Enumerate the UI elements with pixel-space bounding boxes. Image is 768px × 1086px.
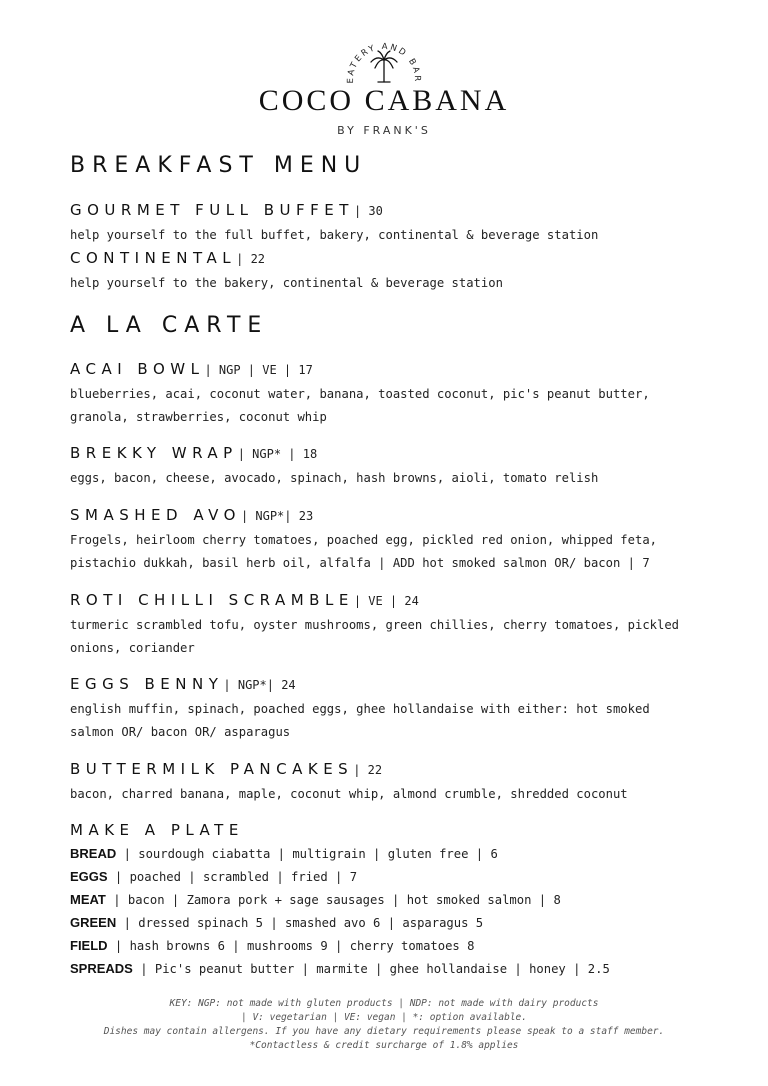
menu-item-smashed-avo xyxy=(70,505,690,575)
item-name: BUTTERMILK PANCAKES xyxy=(70,760,354,778)
make-a-plate-title: MAKE A PLATE xyxy=(70,821,244,839)
breakfast-menu-title: BREAKFAST MENU xyxy=(70,153,368,178)
plate-row-bread xyxy=(70,844,498,864)
brand-name: COCO CABANA xyxy=(258,84,510,117)
item-name: ACAI BOWL xyxy=(70,360,205,378)
item-name: GOURMET FULL BUFFET xyxy=(70,201,354,219)
item-tags-price: | NGP* | 18 xyxy=(237,447,318,461)
footer-line: KEY: NGP: not made with gluten products | NDP: not made with dairy products xyxy=(169,998,599,1009)
menu-item-brekky-wrap xyxy=(70,443,690,490)
item-name: BREKKY WRAP xyxy=(70,444,238,462)
item-description: Frogels, heirloom cherry tomatoes, poached egg, pickled red onion, whipped feta, pistachio dukkah, basil herb oil, alfalfa | ADD hot smoked salmon OR/ bacon | 7 xyxy=(70,533,657,570)
menu-item-buttermilk-pancakes xyxy=(70,759,690,806)
plate-options: | poached | scrambled | fried | 7 xyxy=(107,870,358,884)
plate-label: BREAD xyxy=(70,846,117,861)
logo-emblem xyxy=(339,36,429,88)
plate-row-spreads xyxy=(70,959,610,979)
footer-line: | V: vegetarian | VE: vegan | *: option available. xyxy=(241,1012,527,1023)
item-name: SMASHED AVO xyxy=(70,506,241,524)
item-price: | 22 xyxy=(353,763,383,777)
item-description: help yourself to the bakery, continental & beverage station xyxy=(70,276,503,290)
item-tags-price: | NGP | VE | 17 xyxy=(204,363,313,377)
footer-line: *Contactless & credit surcharge of 1.8% applies xyxy=(249,1040,519,1051)
plate-label: GREEN xyxy=(70,915,117,930)
item-tags-price: | VE | 24 xyxy=(353,594,419,608)
palm-tree-icon xyxy=(371,51,397,82)
plate-row-eggs xyxy=(70,867,357,887)
item-description: turmeric scrambled tofu, oyster mushrooms, green chillies, cherry tomatoes, pickled onions, coriander xyxy=(70,618,680,655)
item-description: english muffin, spinach, poached eggs, ghee hollandaise with either: hot smoked salmon OR/ bacon OR/ asparagus xyxy=(70,702,650,739)
item-description: help yourself to the full buffet, bakery, continental & beverage station xyxy=(70,228,599,242)
plate-options: | Pic's peanut butter | marmite | ghee hollandaise | honey | 2.5 xyxy=(132,962,610,976)
menu-item-eggs-benny xyxy=(70,674,690,744)
plate-label: FIELD xyxy=(70,938,108,953)
logo xyxy=(0,36,768,137)
plate-row-green xyxy=(70,913,483,933)
item-tags-price: | NGP*| 24 xyxy=(223,678,296,692)
plate-row-field xyxy=(70,936,474,956)
plate-label: EGGS xyxy=(70,869,108,884)
plate-options: | hash browns 6 | mushrooms 9 | cherry tomatoes 8 xyxy=(107,939,475,953)
footer-line: Dishes may contain allergens. If you have any dietary requirements please speak to a staff member. xyxy=(103,1026,665,1037)
a-la-carte-title: A LA CARTE xyxy=(70,313,269,338)
plate-options: | bacon | Zamora pork + sage sausages | hot smoked salmon | 8 xyxy=(105,893,561,907)
menu-item-continental xyxy=(70,248,690,295)
menu-item-roti-chilli-scramble xyxy=(70,590,690,660)
dietary-key-footer xyxy=(0,997,768,1053)
item-name: EGGS BENNY xyxy=(70,675,224,693)
menu-item-acai-bowl xyxy=(70,359,690,429)
plate-label: MEAT xyxy=(70,892,106,907)
plate-label: SPREADS xyxy=(70,961,133,976)
item-description: blueberries, acai, coconut water, banana, toasted coconut, pic's peanut butter, granola, strawberries, coconut whip xyxy=(70,387,650,424)
logo-arc-text: EATERY AND BAR xyxy=(345,41,423,84)
plate-options: | sourdough ciabatta | multigrain | gluten free | 6 xyxy=(116,847,498,861)
item-price: | 22 xyxy=(236,252,266,266)
item-description: eggs, bacon, cheese, avocado, spinach, hash browns, aioli, tomato relish xyxy=(70,471,599,485)
item-name: ROTI CHILLI SCRAMBLE xyxy=(70,591,354,609)
plate-options: | dressed spinach 5 | smashed avo 6 | asparagus 5 xyxy=(116,916,484,930)
menu-item-gourmet-full-buffet xyxy=(70,200,690,247)
plate-row-meat xyxy=(70,890,561,910)
item-tags-price: | NGP*| 23 xyxy=(240,509,314,523)
brand-byline: BY FRANK'S xyxy=(337,124,431,137)
make-a-plate-section xyxy=(70,820,690,842)
item-description: bacon, charred banana, maple, coconut whip, almond crumble, shredded coconut xyxy=(70,787,628,801)
item-name: CONTINENTAL xyxy=(70,249,237,267)
item-price: | 30 xyxy=(353,204,383,218)
